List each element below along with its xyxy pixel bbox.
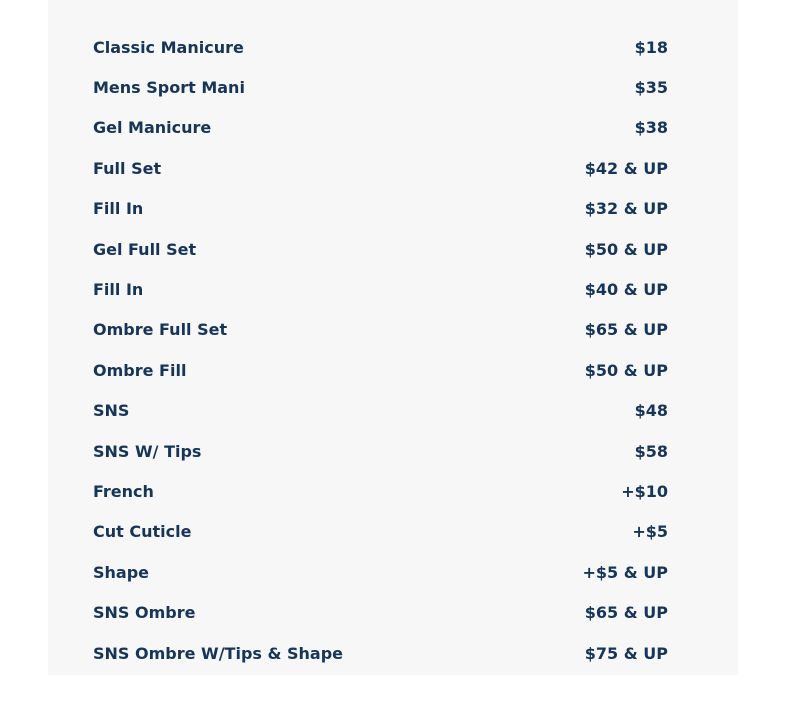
service-row xyxy=(93,148,668,188)
service-row xyxy=(93,189,668,229)
service-price: $50 & UP xyxy=(584,360,668,380)
service-price: +$5 xyxy=(632,522,668,542)
service-price: $32 & UP xyxy=(584,199,668,219)
service-name: Gel Manicure xyxy=(93,118,212,138)
service-name: Mens Sport Mani xyxy=(93,78,245,98)
service-price: +$5 & UP xyxy=(582,562,668,582)
service-name: Ombre Full Set xyxy=(93,320,228,340)
service-price-list xyxy=(93,27,668,673)
service-price: $75 & UP xyxy=(584,643,668,663)
service-row xyxy=(93,512,668,552)
service-price: $18 xyxy=(634,37,668,57)
service-name: SNS W/ Tips xyxy=(93,441,202,461)
service-name: Classic Manicure xyxy=(93,37,244,57)
service-name: Full Set xyxy=(93,158,162,178)
service-row xyxy=(93,27,668,67)
service-row xyxy=(93,350,668,390)
service-price: $65 & UP xyxy=(584,603,668,623)
service-row xyxy=(93,108,668,148)
service-price: $58 xyxy=(634,441,668,461)
service-row xyxy=(93,552,668,592)
service-price: $50 & UP xyxy=(584,239,668,259)
service-row xyxy=(93,592,668,632)
service-row xyxy=(93,633,668,673)
service-price: $42 & UP xyxy=(584,158,668,178)
service-price: $38 xyxy=(634,118,668,138)
service-name: Ombre Fill xyxy=(93,360,187,380)
service-row xyxy=(93,310,668,350)
service-name: Gel Full Set xyxy=(93,239,197,259)
service-row xyxy=(93,269,668,309)
service-name: Shape xyxy=(93,562,150,582)
service-name: French xyxy=(93,481,154,501)
service-row xyxy=(93,391,668,431)
service-name: Fill In xyxy=(93,199,144,219)
service-price: $35 xyxy=(634,78,668,98)
service-menu-card xyxy=(48,0,738,675)
service-name: SNS xyxy=(93,401,130,421)
service-name: Fill In xyxy=(93,280,144,300)
service-row xyxy=(93,431,668,471)
service-name: Cut Cuticle xyxy=(93,522,192,542)
service-name: SNS Ombre W/Tips & Shape xyxy=(93,643,344,663)
service-name: SNS Ombre xyxy=(93,603,196,623)
service-price: $40 & UP xyxy=(584,280,668,300)
service-row xyxy=(93,229,668,269)
service-price: +$10 xyxy=(621,481,668,501)
service-price: $48 xyxy=(634,401,668,421)
service-row xyxy=(93,471,668,511)
service-row xyxy=(93,67,668,107)
service-price: $65 & UP xyxy=(584,320,668,340)
